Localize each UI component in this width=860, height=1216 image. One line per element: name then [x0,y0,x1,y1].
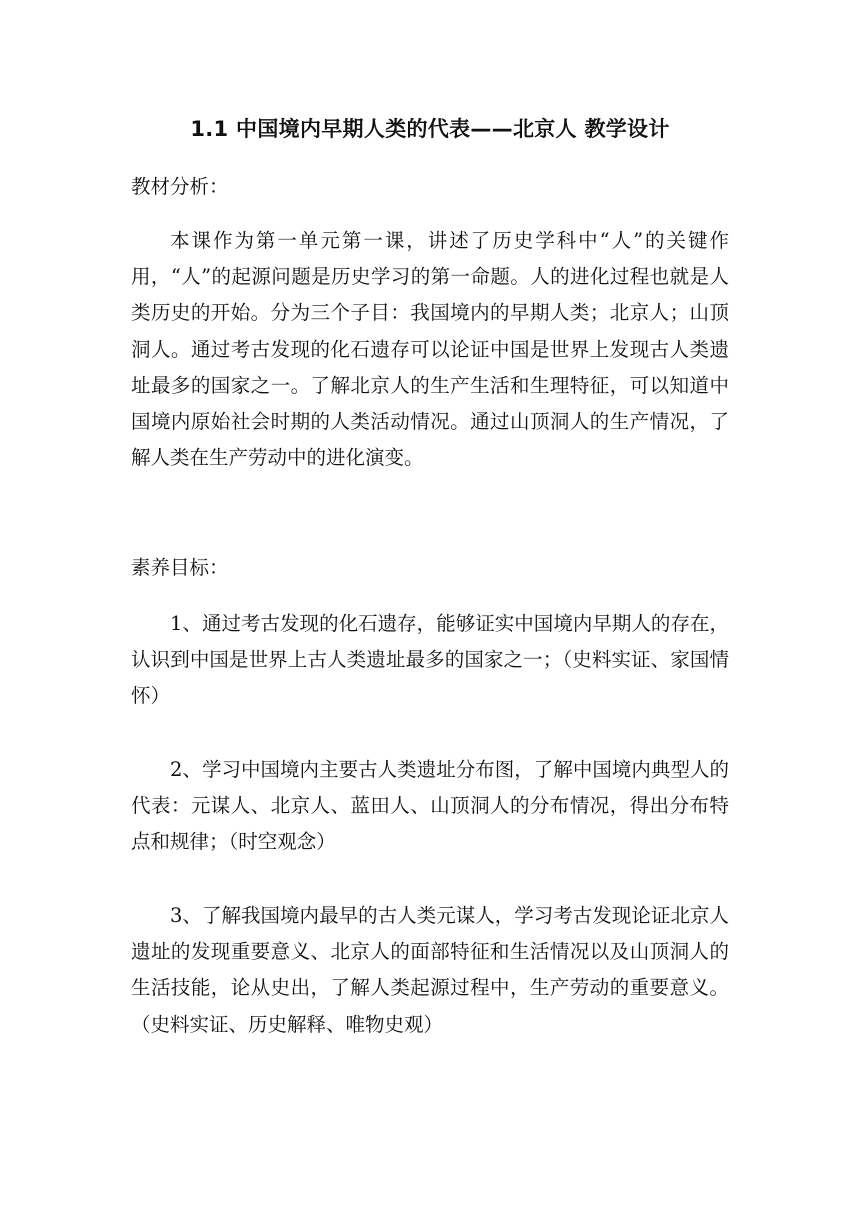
paragraph-goal-2: 2、学习中国境内主要古人类遗址分布图，了解中国境内典型人的代表：元谋人、北京人、蓝田人、山顶洞人的分布情况，得出分布特点和规律；（时空观念） [131,758,729,854]
document-title: 1.1 中国境内早期人类的代表——北京人 教学设计 [190,117,670,141]
section-heading-textbook-analysis: 教材分析： [131,175,229,198]
paragraph-goal-1: 1、通过考古发现的化石遗存，能够证实中国境内早期人的存在，认识到中国是世界上古人类遗址最多的国家之一；（史料实证、家国情怀） [131,612,729,708]
section-heading-literacy-goals: 素养目标： [131,556,229,579]
paragraph-goal-3: 3、了解我国境内最早的古人类元谋人，学习考古发现论证北京人遗址的发现重要意义、北京人的面部特征和生活情况以及山顶洞人的生活技能，论从史出，了解人类起源过程中，生产劳动的重要意义。（史料实证、历史解释、唯物史观） [131,904,729,1036]
paragraph-textbook-analysis: 本课作为第一单元第一课，讲述了历史学科中“人”的关键作用，“人”的起源问题是历史学习的第一命题。人的进化过程也就是人类历史的开始。分为三个子目：我国境内的早期人类；北京人；山顶洞人。通过考古发现的化石遗存可以论证中国是世界上发现古人类遗址最多的国家之一。了解北京人的生产生活和生理特征，可以知道中国境内原始社会时期的人类活动情况。通过山顶洞人的生产情况，了解人类在生产劳动中的进化演变。 [131,229,729,470]
